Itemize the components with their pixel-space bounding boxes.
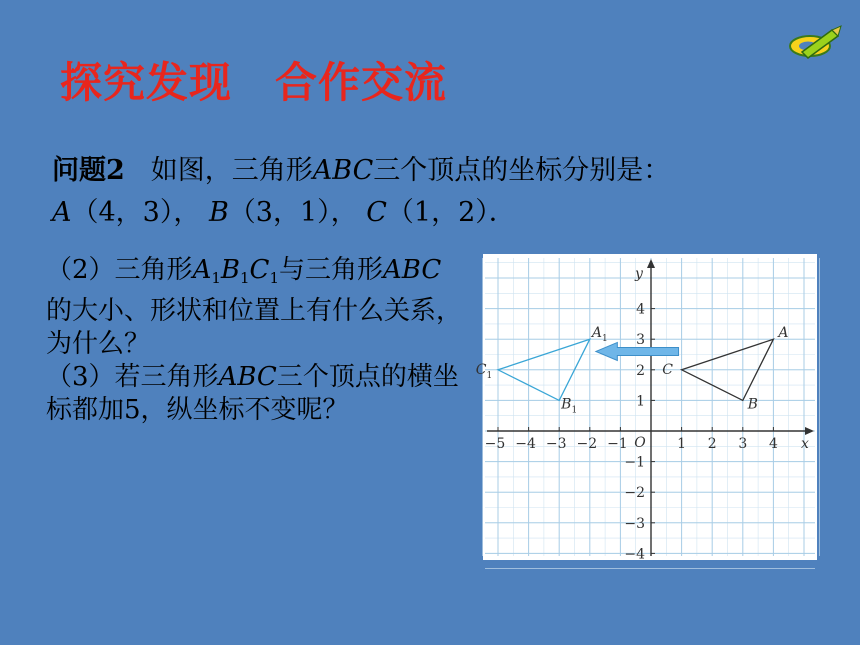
question-3 [46,361,466,427]
vertex-prime-b-label: $B_1$ [561,396,578,416]
y-tick-label: 2 [636,362,645,379]
triangle-name: ABC [218,362,277,392]
x-tick-label: 1 [677,436,687,452]
vertex-b-label: B [747,396,758,413]
y-tick-label: −1 [624,454,645,471]
question-number: （2） [46,255,115,285]
x-tick-label: 2 [707,436,717,452]
y-tick-label: −3 [624,515,645,532]
y-axis-arrow [647,259,655,268]
subscript: 1 [240,269,250,287]
origin-label: O [634,435,646,451]
problem-statement [52,150,842,234]
x-axis-label: x [801,436,809,452]
subscript: 1 [571,405,578,416]
subscript: 1 [486,370,493,381]
y-tick-label: −2 [624,485,645,502]
subscript: 1 [269,269,279,287]
vertex-a1: A [192,255,212,285]
separator: ， [173,197,201,228]
x-tick-label: −4 [515,436,536,452]
vertex-prime-c-label: $C_1$ [475,361,493,381]
problem-intro-rest: 三个顶点的坐标分别是： [373,155,671,186]
x-tick-label: 3 [738,436,748,452]
vertex-b1: B [220,255,240,285]
question-text: 的大小、形状和位置上有什么关系，为什么？ [46,296,463,359]
coordinate-figure [475,254,817,563]
problem-intro: 如图，三角形 [150,155,313,186]
y-tick-label: 1 [636,393,645,410]
point-a-name: A [52,197,72,228]
separator: ． [488,197,516,228]
question-2 [46,254,466,361]
y-tick-label: 4 [636,301,645,318]
coordinate-plane [475,254,817,563]
vertex-c-label: C [662,361,673,378]
y-axis-label: y [635,266,643,282]
subscript: 1 [211,269,221,287]
vertex-prime-a-label: $A_1$ [591,325,608,345]
slide-title: 探究发现 合作交流 [60,58,448,107]
vertex-a-label: A [778,325,789,342]
x-tick-label: −5 [484,436,506,452]
question-text: 三个顶点的横坐标都加5，纵坐标不变呢？ [46,362,459,425]
subscript: 1 [601,334,608,345]
question-text: 与三角形 [279,255,384,285]
x-tick-label: −1 [607,436,628,452]
point-b-name: B [208,197,229,228]
question-number: （3） [46,362,115,392]
y-tick-label: −4 [624,546,645,563]
x-tick-label: 4 [768,436,778,452]
x-axis-arrow [805,427,814,435]
point-b-coords: （3，1） [228,197,331,228]
x-tick-label: −3 [545,436,567,452]
y-tick-label: 3 [636,332,645,349]
separator: ， [330,197,358,228]
vertex-c1: C [249,255,270,285]
questions-block [46,254,466,427]
point-c-coords: （1，2） [386,197,489,228]
triangle-name: ABC [312,155,374,186]
point-a-coords: （4，3） [71,197,174,228]
triangle-name: ABC [383,255,442,285]
question-text: 三角形 [114,255,193,285]
question-text: 若三角形 [114,362,219,392]
pencil-logo-icon [786,22,842,62]
point-c-name: C [366,197,387,228]
x-tick-label: −2 [576,436,598,452]
problem-label: 问题2 [52,155,125,186]
